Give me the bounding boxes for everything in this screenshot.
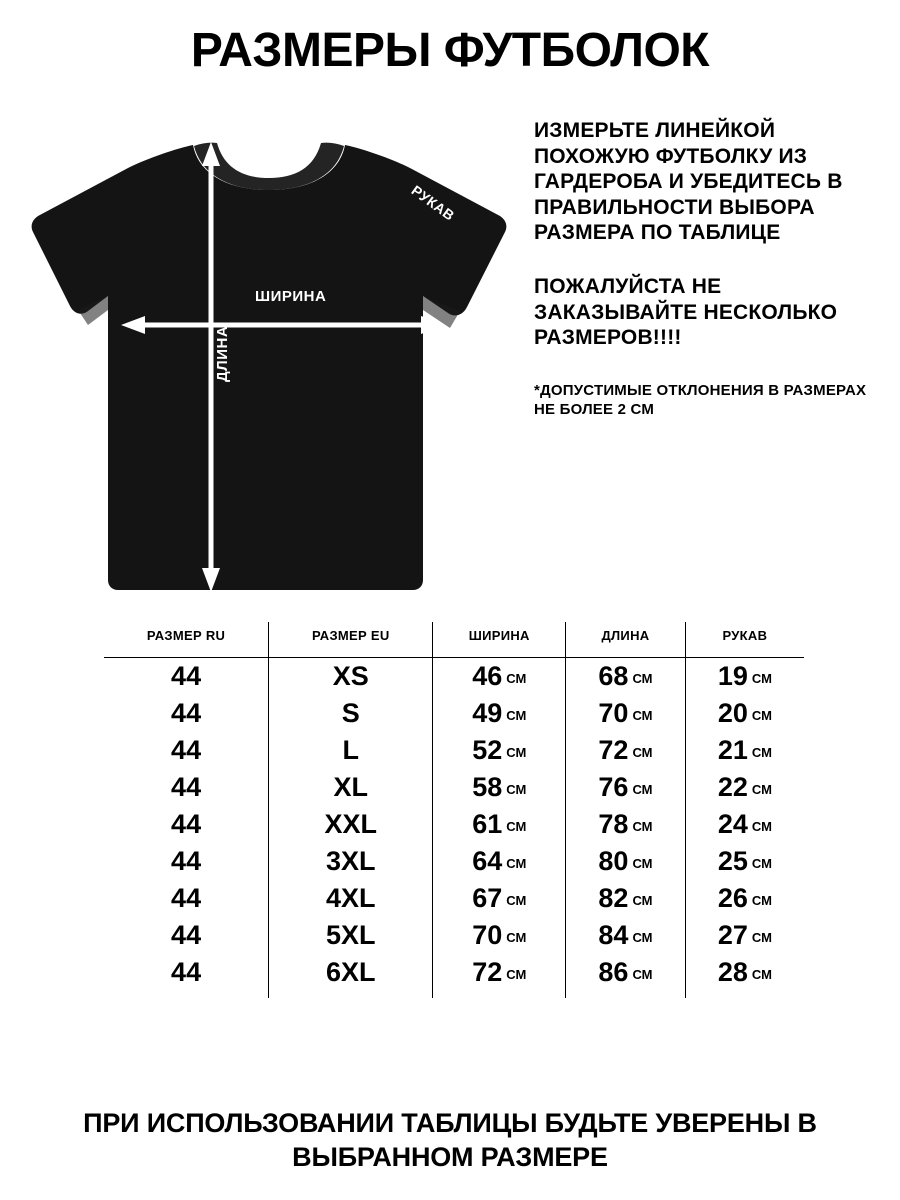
unit-label: СМ [506,708,527,723]
instruction-text: ИЗМЕРЬТЕ ЛИНЕЙКОЙ ПОХОЖУЮ ФУТБОЛКУ ИЗ ГАРДЕРОБА И УБЕДИТЕСЬ В ПРАВИЛЬНОСТИ ВЫБОРА РАЗМЕРА ПО ТАБЛИЦЕ [534,119,843,245]
cell-length: 72 СМ [566,732,686,769]
unit-label: СМ [632,930,653,945]
tolerance-text: *ДОПУСТИМЫЕ ОТКЛОНЕНИЯ В РАЗМЕРАХ НЕ БОЛЕЕ 2 СМ [534,381,867,419]
cell-width: 46 СМ [433,658,566,696]
cell-width: 72 СМ [433,954,566,998]
unit-label: СМ [632,782,653,797]
cell-width: 64 СМ [433,843,566,880]
cell-width: 58 СМ [433,769,566,806]
instructions-panel [534,118,884,420]
unit-label: СМ [751,967,772,982]
unit-label: СМ [751,745,772,760]
cell-eu: XS [269,658,433,696]
unit-label: СМ [506,819,527,834]
unit-label: СМ [751,893,772,908]
unit-label: СМ [751,856,772,871]
unit-label: СМ [506,967,527,982]
cell-ru: 44 [104,917,269,954]
column-header-width: ШИРИНА [433,622,566,658]
table-row [104,732,804,769]
column-header-sleeve: РУКАВ [685,622,804,658]
cell-eu: 5XL [269,917,433,954]
cell-eu: L [269,732,433,769]
table-row [104,695,804,732]
cell-sleeve: 21 СМ [717,735,772,765]
cell-ru: 44 [104,769,269,806]
column-header-length: ДЛИНА [566,622,686,658]
cell-ru: 44 [104,954,269,998]
cell-eu: 3XL [269,843,433,880]
cell-sleeve: 26 СМ [717,883,772,913]
label-length: ДЛИНА [214,325,231,382]
cell-ru: 44 [104,695,269,732]
table-row [104,880,804,917]
cell-length: 86 СМ [566,954,686,998]
cell-length: 76 СМ [566,769,686,806]
page-title: РАЗМЕРЫ ФУТБОЛОК [190,24,710,77]
unit-label: СМ [632,819,653,834]
cell-sleeve: 19 СМ [717,661,772,691]
cell-eu: S [269,695,433,732]
cell-length: 68 СМ [566,658,686,696]
cell-length: 78 СМ [566,806,686,843]
cell-width: 67 СМ [433,880,566,917]
table-row [104,658,804,696]
cell-width: 52 СМ [433,732,566,769]
unit-label: СМ [506,782,527,797]
unit-label: СМ [632,856,653,871]
unit-label: СМ [632,708,653,723]
unit-label: СМ [632,893,653,908]
column-header-ru: РАЗМЕР RU [104,622,269,658]
cell-eu: XL [269,769,433,806]
cell-sleeve: 20 СМ [717,698,772,728]
tshirt-illustration [18,110,518,610]
cell-sleeve: 25 СМ [717,846,772,876]
cell-length: 82 СМ [566,880,686,917]
cell-sleeve: 22 СМ [717,772,772,802]
unit-label: СМ [632,671,653,686]
unit-label: СМ [632,967,653,982]
unit-label: СМ [506,930,527,945]
warning-text: ПОЖАЛУЙСТА НЕ ЗАКАЗЫВАЙТЕ НЕСКОЛЬКО РАЗМЕРОВ!!!! [534,275,838,350]
table-row [104,917,804,954]
unit-label: СМ [751,930,772,945]
cell-width: 70 СМ [433,917,566,954]
unit-label: СМ [632,745,653,760]
table-header-row [104,622,804,658]
label-width: ШИРИНА [255,288,327,305]
cell-sleeve: 24 СМ [717,809,772,839]
unit-label: СМ [506,745,527,760]
cell-ru: 44 [104,843,269,880]
cell-width: 49 СМ [433,695,566,732]
unit-label: СМ [751,819,772,834]
unit-label: СМ [751,782,772,797]
unit-label: СМ [506,893,527,908]
footer-text: ПРИ ИСПОЛЬЗОВАНИИ ТАБЛИЦЫ БУДЬТЕ УВЕРЕНЫ В ВЫБРАННОМ РАЗМЕРЕ [83,1108,817,1172]
table-row [104,806,804,843]
tshirt-shape-icon [18,110,518,610]
unit-label: СМ [751,671,772,686]
table-row [104,769,804,806]
unit-label: СМ [751,708,772,723]
table-row [104,954,804,998]
cell-sleeve: 27 СМ [717,920,772,950]
cell-eu: 6XL [269,954,433,998]
cell-eu: 4XL [269,880,433,917]
label-sleeve: РУКАВ [408,182,458,224]
size-table [104,622,804,998]
cell-length: 80 СМ [566,843,686,880]
table-row [104,843,804,880]
unit-label: СМ [506,856,527,871]
cell-length: 84 СМ [566,917,686,954]
cell-length: 70 СМ [566,695,686,732]
cell-eu: XXL [269,806,433,843]
unit-label: СМ [506,671,527,686]
column-header-eu: РАЗМЕР EU [269,622,433,658]
cell-width: 61 СМ [433,806,566,843]
cell-ru: 44 [104,806,269,843]
cell-ru: 44 [104,732,269,769]
cell-sleeve: 28 СМ [717,957,772,987]
cell-ru: 44 [104,658,269,696]
cell-ru: 44 [104,880,269,917]
